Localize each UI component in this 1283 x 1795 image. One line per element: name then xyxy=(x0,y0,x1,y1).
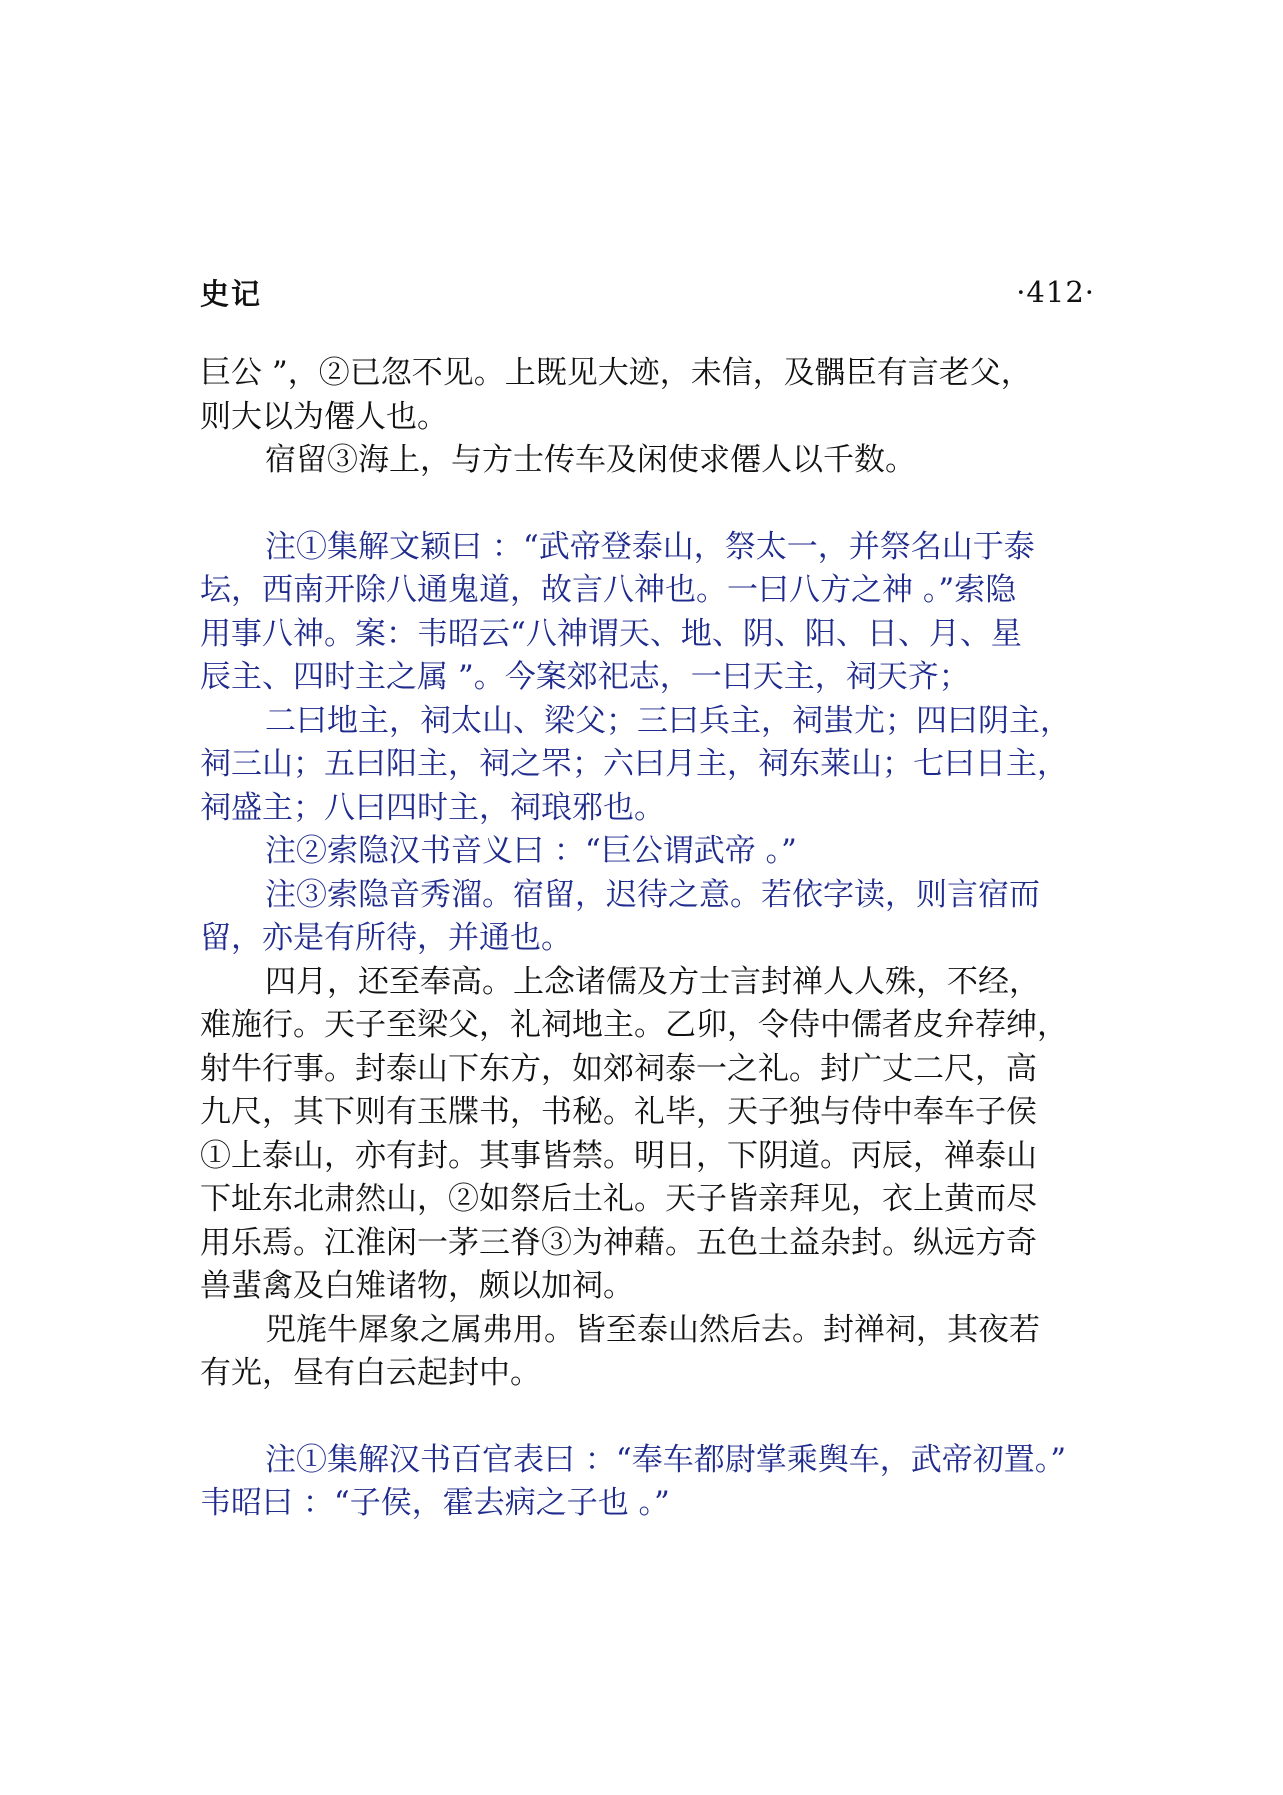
note-line: 辰主、四时主之属 ”。今案郊祀志，一曰天主，祠天齐； xyxy=(200,659,970,695)
note-line: 留，亦是有所待，并通也。 xyxy=(200,920,572,956)
text-line: 射牛行事。封泰山下东方，如郊祠泰一之礼。封广丈二尺，高 xyxy=(200,1050,1037,1087)
note-line: 二曰地主，祠太山、梁父；三曰兵主，祠蚩尤；四曰阴主， xyxy=(265,702,1071,739)
text-line: 用乐焉。江淮闲一茅三脊③为神藉。五色土益杂封。纵远方奇 xyxy=(200,1224,1037,1261)
text-line: 难施行。天子至梁父，礼祠地主。乙卯，令侍中儒者皮弁荐绅， xyxy=(200,1007,1068,1043)
note-line: 注③索隐音秀溜。宿留，迟待之意。若依字读，则言宿而 xyxy=(265,876,1040,913)
text-line: 四月，还至奉高。上念诸儒及方士言封禅人人殊，不经， xyxy=(265,963,1040,1000)
note-line: 韦昭曰 ：“子侯，霍去病之子也 。” xyxy=(200,1485,670,1521)
text-line: 巨公 ”，②已忽不见。上既见大迹，未信，及髃臣有言老父， xyxy=(200,355,1032,391)
text-body xyxy=(200,352,1110,1526)
note-line: 坛，西南开除八通鬼道，故言八神也。一曰八方之神 。”索隐 xyxy=(200,572,1017,608)
text-line: 下址东北肃然山，②如祭后土礼。天子皆亲拜见，衣上黄而尽 xyxy=(200,1181,1037,1217)
note-line: 祠三山；五曰阳主，祠之罘；六曰月主，祠东莱山；七曰日主， xyxy=(200,746,1068,782)
paragraph-gap xyxy=(200,1396,1110,1439)
note-line: 注①集解文颖曰 ：“武帝登泰山，祭太一，并祭名山于泰 xyxy=(265,528,1035,565)
running-header xyxy=(200,270,1095,314)
paragraph-gap xyxy=(200,483,1110,526)
book-title: 史记 xyxy=(200,276,263,311)
note-line: 用事八神。案：韦昭云“八神谓天、地、阴、阳、日、月、星 xyxy=(200,615,1022,652)
note-line: 注②索隐汉书音义曰 ：“巨公谓武帝 。” xyxy=(265,833,797,869)
note-line: 祠盛主；八曰四时主，祠琅邪也。 xyxy=(200,789,665,826)
page-number: ·412· xyxy=(1016,275,1095,309)
text-line: 则大以为僊人也。 xyxy=(200,398,448,435)
text-line: 兕旄牛犀象之属弗用。皆至泰山然后去。封禅祠，其夜若 xyxy=(265,1311,1040,1348)
note-line: 注①集解汉书百官表曰 ：“奉车都尉掌乘舆车，武帝初置。” xyxy=(265,1441,1067,1478)
text-line: 兽蜚禽及白雉诸物，颇以加祠。 xyxy=(200,1268,634,1304)
text-line: 九尺，其下则有玉牒书，书秘。礼毕，天子独与侍中奉车子侯 xyxy=(200,1094,1037,1130)
text-line: 有光，昼有白云起封中。 xyxy=(200,1355,541,1391)
text-line: 宿留③海上，与方士传车及闲使求僊人以千数。 xyxy=(265,442,916,478)
text-line: ①上泰山，亦有封。其事皆禁。明日，下阴道。丙辰，禅泰山 xyxy=(200,1137,1037,1174)
